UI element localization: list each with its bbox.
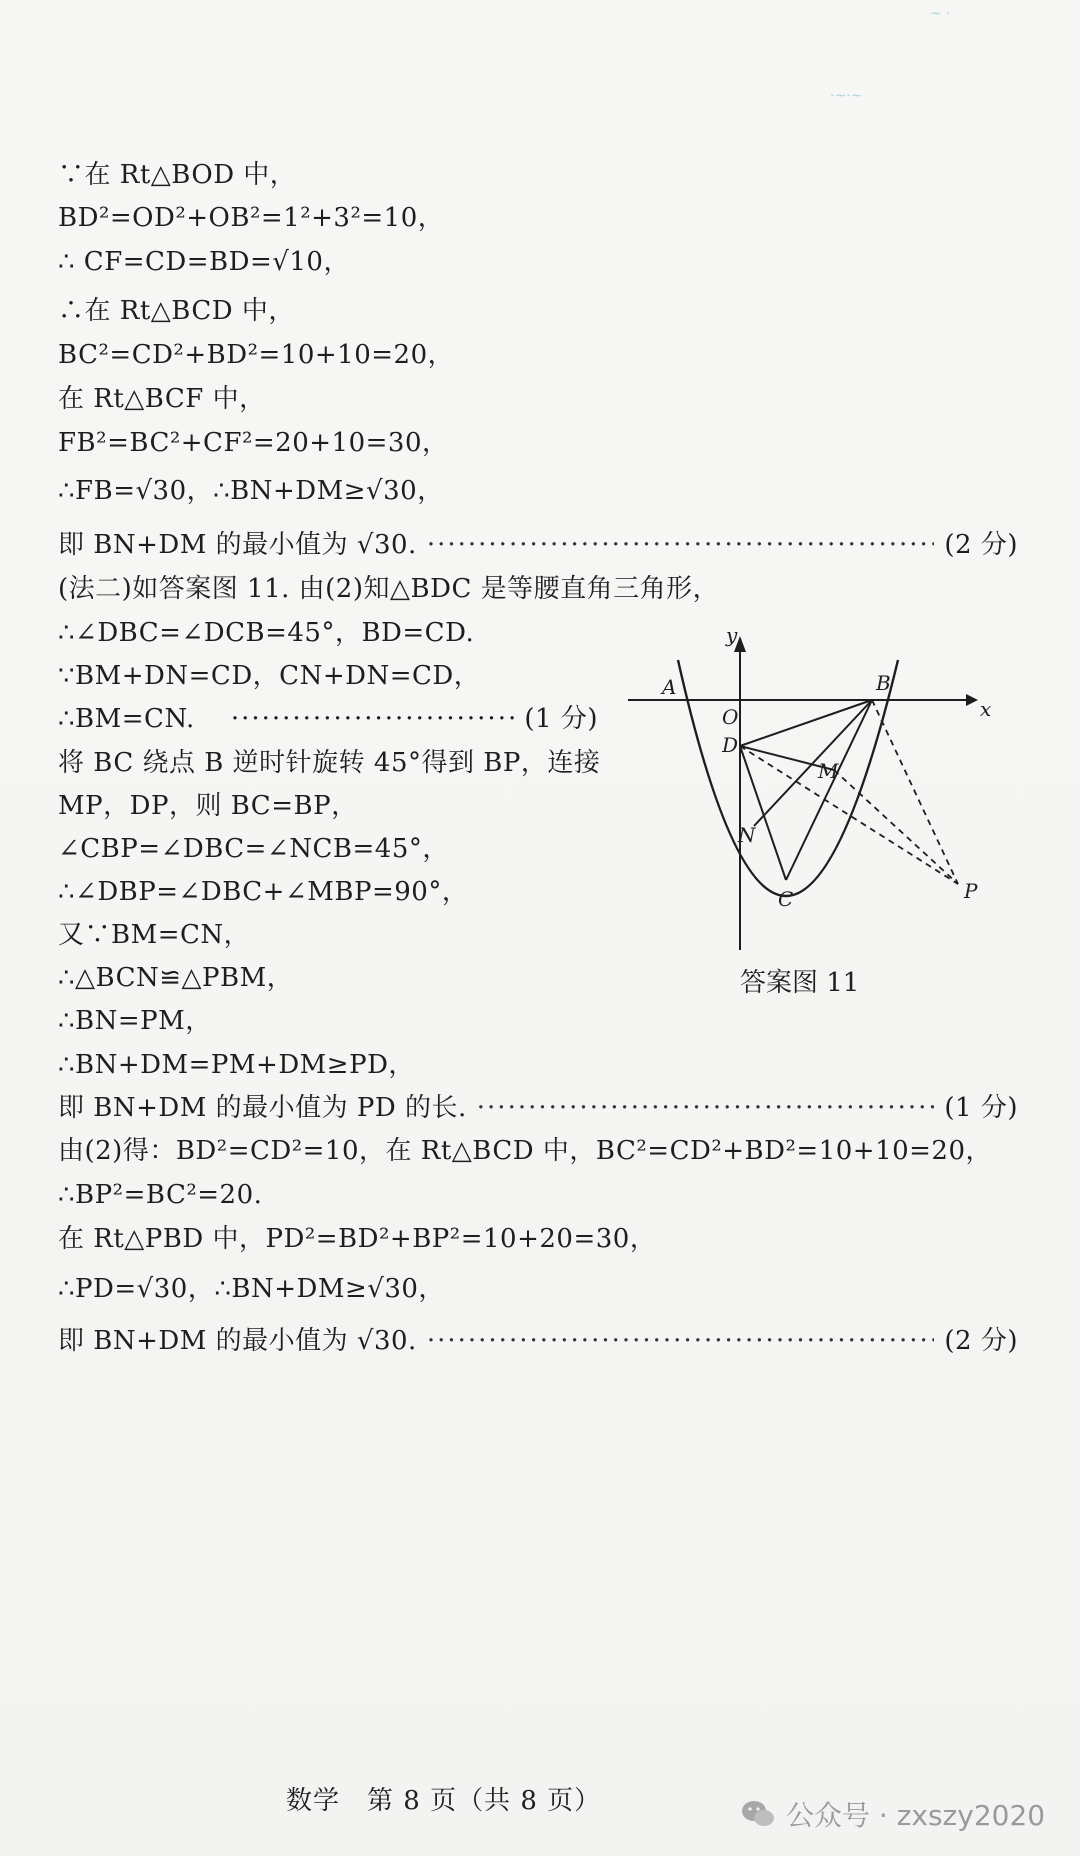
- label-O: O: [722, 705, 739, 729]
- solution-line: ∴∠DBC=∠DCB=45°，BD=CD.: [58, 618, 475, 648]
- figure-caption: 答案图 11: [740, 968, 860, 998]
- answer-figure-11: [618, 620, 1038, 950]
- solution-line: ∴FB=√30，∴BN+DM≥√30，: [58, 476, 444, 506]
- solution-line: ∴ CF=CD=BD=√10，: [58, 247, 350, 277]
- segment-DC: [740, 746, 786, 880]
- leader-dots: [427, 530, 935, 560]
- scored-text: 即 BN+DM 的最小值为 √30.: [58, 1326, 417, 1356]
- solution-line: 在 Rt△PBD 中，PD²=BD²+BP²=10+20=30，: [58, 1224, 657, 1254]
- score-label: (2 分): [944, 1326, 1018, 1356]
- segment-MP: [834, 770, 958, 884]
- wechat-icon: [740, 1799, 776, 1829]
- solution-line: MP，DP，则 BC=BP，: [58, 791, 358, 821]
- scored-line: [58, 530, 1018, 560]
- solution-line: ∵在 Rt△BOD 中，: [58, 160, 297, 190]
- watermark-text: 公众号 · zxszy2020: [786, 1799, 1046, 1832]
- solution-line: ∴PD=√30，∴BN+DM≥√30，: [58, 1274, 445, 1304]
- label-P: P: [964, 879, 978, 903]
- solution-line: ∴△BCN≌△PBM，: [58, 963, 294, 993]
- label-A: A: [662, 675, 677, 699]
- segment-CB: [786, 700, 872, 880]
- scored-line: [58, 1326, 1018, 1356]
- solution-line: BD²=OD²+OB²=1²+3²=10，: [58, 203, 445, 233]
- scored-text: 即 BN+DM 的最小值为 √30.: [58, 530, 417, 560]
- label-C: C: [778, 887, 794, 911]
- solution-line: 由(2)得：BD²=CD²=10，在 Rt△BCD 中，BC²=CD²+BD²=10+10=20，: [58, 1136, 993, 1166]
- label-y: y: [726, 623, 738, 647]
- label-N: N: [738, 823, 756, 847]
- solution-line: ∴在 Rt△BCD 中，: [58, 296, 295, 326]
- label-x: x: [980, 697, 992, 721]
- page-footer: 数学 第 8 页（共 8 页）: [286, 1786, 602, 1816]
- solution-line: ∴∠DBP=∠DBC+∠MBP=90°，: [58, 877, 469, 907]
- solution-line: ∠CBP=∠DBC=∠NCB=45°，: [58, 834, 449, 864]
- scored-line: [58, 704, 598, 734]
- solution-line: ∵BM+DN=CD，CN+DN=CD，: [58, 661, 481, 691]
- solution-line: 又∵BM=CN，: [58, 920, 251, 950]
- scored-text: ∴BM=CN.: [58, 704, 195, 734]
- leader-dots: [231, 704, 515, 734]
- parabola-curve: [678, 660, 898, 896]
- scored-text: 即 BN+DM 的最小值为 PD 的长.: [58, 1093, 467, 1123]
- x-axis-arrow: [966, 694, 978, 706]
- solution-line: 在 Rt△BCF 中，: [58, 384, 266, 414]
- watermark: [740, 1794, 1045, 1834]
- solution-line: ∴BP²=BC²=20.: [58, 1180, 263, 1210]
- label-M: M: [818, 759, 839, 783]
- score-label: (2 分): [944, 530, 1018, 560]
- segment-DB: [740, 700, 872, 746]
- decoration-mark: ·~·~: [830, 88, 863, 104]
- leader-dots: [427, 1326, 935, 1356]
- solution-line: ∴BN=PM，: [58, 1006, 212, 1036]
- solution-line: (法二)如答案图 11. 由(2)知△BDC 是等腰直角三角形，: [58, 574, 720, 604]
- solution-line: BC²=CD²+BD²=10+10=20，: [58, 340, 455, 370]
- leader-dots: [477, 1093, 935, 1123]
- solution-line: FB²=BC²+CF²=20+10=30，: [58, 428, 449, 458]
- score-label: (1 分): [524, 704, 598, 734]
- solution-line: 将 BC 绕点 B 逆时针旋转 45°得到 BP，连接: [58, 748, 601, 778]
- segment-BP: [872, 700, 958, 884]
- label-D: D: [722, 733, 739, 757]
- solution-line: ∴BN+DM=PM+DM≥PD，: [58, 1050, 415, 1080]
- score-label: (1 分): [944, 1093, 1018, 1123]
- scored-line: [58, 1093, 1018, 1123]
- decoration-mark: ~ ·: [930, 6, 951, 22]
- label-B: B: [876, 671, 891, 695]
